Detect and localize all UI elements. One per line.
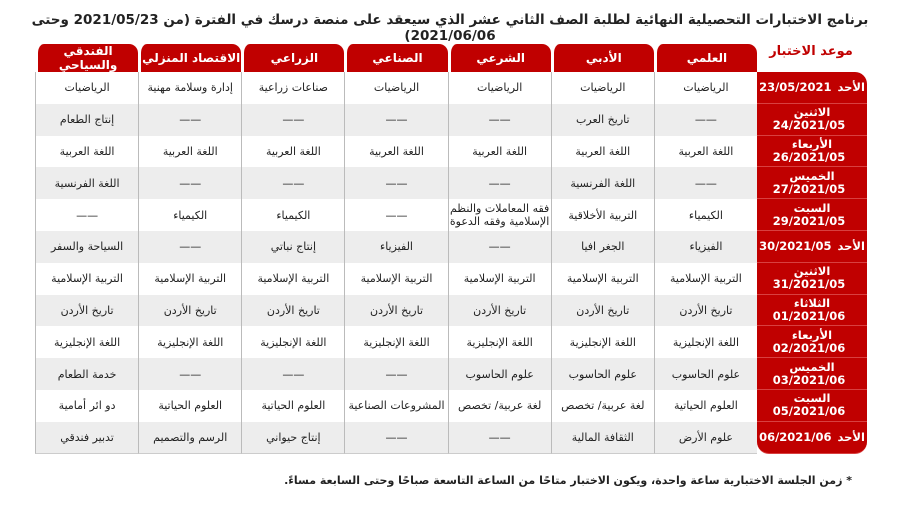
subject-cell: فقه المعاملات والنظم الإسلامية وفقه الدعوة (448, 199, 551, 231)
subject-cell: الرياضيات (344, 72, 447, 104)
subject-cell: —— (344, 104, 447, 136)
subject-cell: اللغة الإنجليزية (551, 326, 654, 358)
table-row (35, 295, 867, 327)
subject-cell: —— (448, 167, 551, 199)
subject-cell: علوم الأرض (654, 422, 757, 454)
subject-cell: علوم الحاسوب (654, 358, 757, 390)
exam-date: 30/2021/05 (759, 238, 832, 253)
subject-cell: —— (138, 104, 241, 136)
column-header: الاقتصاد المنزلي (138, 44, 241, 72)
exam-date-cell (757, 136, 867, 168)
subject-cell: تاريخ الأردن (35, 295, 138, 327)
exam-schedule-table (35, 44, 867, 454)
exam-date: 26/2021/05 (772, 149, 846, 164)
exam-date-cell (757, 167, 867, 199)
subject-cell: —— (241, 358, 344, 390)
subject-cell: اللغة الإنجليزية (138, 326, 241, 358)
subject-cell: تدبير فندقي (35, 422, 138, 454)
subject-cell: اللغة الإنجليزية (448, 326, 551, 358)
page-title: برنامج الاختبارات التحصيلية النهائية لطلبة الصف الثاني عشر الذي سيعقد على منصة درسك في الفترة (من 2021/05/23 وحتى 2021/06/06) (31, 12, 869, 44)
subject-cell: إنتاج حيواني (241, 422, 344, 454)
table-row (35, 104, 867, 136)
exam-day: الأحد (837, 429, 865, 444)
subject-cell: —— (241, 167, 344, 199)
exam-date: 02/2021/06 (772, 340, 846, 355)
subject-cell: اللغة العربية (241, 136, 344, 168)
subject-cell: —— (344, 167, 447, 199)
subject-cell: —— (138, 167, 241, 199)
subject-cell: تاريخ الأردن (448, 295, 551, 327)
exam-date: 01/2021/06 (772, 308, 846, 323)
subject-cell: اللغة العربية (654, 136, 757, 168)
subject-cell: اللغة العربية (551, 136, 654, 168)
column-header: الصناعي (344, 44, 447, 72)
exam-date: 05/2021/06 (772, 404, 846, 419)
subject-cell: العلوم الحياتية (138, 390, 241, 422)
subject-cell: اللغة الفرنسية (35, 167, 138, 199)
subject-cell: —— (241, 104, 344, 136)
subject-cell: اللغة العربية (138, 136, 241, 168)
subject-cell: السياحة والسفر (35, 231, 138, 263)
subject-cell: —— (654, 167, 757, 199)
subject-cell: لغة عربية/ تخصص (551, 390, 654, 422)
subject-cell: الرياضيات (35, 72, 138, 104)
column-header: الأدبي (551, 44, 654, 72)
exam-date-cell (757, 295, 867, 327)
subject-cell: الجغر افيا (551, 231, 654, 263)
subject-cell: —— (344, 358, 447, 390)
subject-cell: العلوم الحياتية (241, 390, 344, 422)
subject-cell: التربية الإسلامية (654, 263, 757, 295)
subject-cell: تاريخ الأردن (138, 295, 241, 327)
subject-cell: المشروعات الصناعية (344, 390, 447, 422)
subject-cell: —— (448, 231, 551, 263)
exam-day: الاثنين (793, 264, 831, 279)
table-row (35, 199, 867, 231)
subject-cell: الثقافة المالية (551, 422, 654, 454)
table-row (35, 167, 867, 199)
subject-cell: تاريخ العرب (551, 104, 654, 136)
subject-cell: التربية الإسلامية (551, 263, 654, 295)
table-row (35, 263, 867, 295)
subject-cell: —— (448, 422, 551, 454)
subject-cell: الكيمياء (241, 199, 344, 231)
subject-cell: اللغة الفرنسية (551, 167, 654, 199)
exam-date-cell (757, 358, 867, 390)
subject-cell: إدارة وسلامة مهنية (138, 72, 241, 104)
subject-cell: الكيمياء (654, 199, 757, 231)
exam-date: 03/2021/06 (772, 372, 846, 387)
subject-cell: علوم الحاسوب (551, 358, 654, 390)
exam-date-cell (757, 104, 867, 136)
column-header: الزراعي (241, 44, 344, 72)
subject-cell: التربية الإسلامية (138, 263, 241, 295)
subject-cell: الفيزياء (344, 231, 447, 263)
table-row (35, 326, 867, 358)
subject-cell: —— (138, 358, 241, 390)
exam-date: 31/2021/05 (772, 277, 846, 292)
footnote: * زمن الجلسة الاختبارية ساعة واحدة، ويكون الاختبار متاحًا من الساعة التاسعة صباحًا وحتى السابعة مساءً. (284, 474, 852, 487)
date-column-header: موعد الاختبار (769, 44, 853, 59)
date-header-spacer (757, 44, 867, 72)
column-header: الشرعي (448, 44, 551, 72)
subject-cell: خدمة الطعام (35, 358, 138, 390)
subject-cell: تاريخ الأردن (241, 295, 344, 327)
subject-cell: الكيمياء (138, 199, 241, 231)
exam-date: 29/2021/05 (772, 213, 846, 228)
subject-cell: العلوم الحياتية (654, 390, 757, 422)
subject-cell: التربية الأخلاقية (551, 199, 654, 231)
subject-cell: إنتاج الطعام (35, 104, 138, 136)
column-header: الفندقي والسياحي (35, 44, 138, 72)
subject-cell: اللغة العربية (344, 136, 447, 168)
exam-date-cell (757, 231, 867, 263)
table-row (35, 231, 867, 263)
exam-day: السبت (793, 200, 831, 215)
table-row (35, 358, 867, 390)
subject-cell: —— (344, 199, 447, 231)
exam-day: الخميس (789, 359, 835, 374)
table-row (35, 136, 867, 168)
exam-day: الأربعاء (791, 136, 833, 151)
subject-cell: الرسم والتصميم (138, 422, 241, 454)
subject-cell: دو ائر أمامية (35, 390, 138, 422)
subject-cell: —— (448, 104, 551, 136)
subject-cell: الفيزياء (654, 231, 757, 263)
exam-date: 24/2021/05 (772, 118, 846, 133)
subject-cell: التربية الإسلامية (241, 263, 344, 295)
subject-cell: —— (344, 422, 447, 454)
exam-day: الثلاثاء (793, 295, 831, 310)
exam-date-cell (757, 72, 867, 104)
subject-cell: تاريخ الأردن (551, 295, 654, 327)
exam-day: السبت (793, 391, 831, 406)
subject-cell: الرياضيات (448, 72, 551, 104)
subject-cell: —— (654, 104, 757, 136)
table-row (35, 422, 867, 454)
subject-cell: اللغة العربية (448, 136, 551, 168)
subject-cell: —— (138, 231, 241, 263)
header-row (35, 44, 867, 72)
subject-cell: التربية الإسلامية (344, 263, 447, 295)
exam-date: 23/05/2021 (759, 79, 832, 94)
subject-cell: تاريخ الأردن (654, 295, 757, 327)
exam-date-cell (757, 390, 867, 422)
exam-day: الاثنين (793, 105, 831, 120)
subject-cell: علوم الحاسوب (448, 358, 551, 390)
subject-cell: اللغة الإنجليزية (344, 326, 447, 358)
exam-day: الخميس (789, 168, 835, 183)
column-header: العلمي (654, 44, 757, 72)
table-row (35, 72, 867, 104)
exam-date: 27/2021/05 (772, 181, 846, 196)
table-row (35, 390, 867, 422)
subject-cell: تاريخ الأردن (344, 295, 447, 327)
exam-date-cell (757, 326, 867, 358)
exam-date-cell (757, 263, 867, 295)
exam-date-cell (757, 422, 867, 454)
exam-day: الأحد (837, 238, 865, 253)
exam-day: الأربعاء (791, 327, 833, 342)
subject-cell: اللغة العربية (35, 136, 138, 168)
subject-cell: —— (35, 199, 138, 231)
subject-cell: التربية الإسلامية (448, 263, 551, 295)
subject-cell: لغة عربية/ تخصص (448, 390, 551, 422)
subject-cell: اللغة الإنجليزية (654, 326, 757, 358)
subject-cell: إنتاج نباتي (241, 231, 344, 263)
exam-date: 06/2021/06 (759, 429, 832, 444)
subject-cell: اللغة الإنجليزية (241, 326, 344, 358)
exam-date-cell (757, 199, 867, 231)
subject-cell: صناعات زراعية (241, 72, 344, 104)
subject-cell: الرياضيات (551, 72, 654, 104)
subject-cell: التربية الإسلامية (35, 263, 138, 295)
exam-day: الأحد (837, 79, 865, 94)
subject-cell: اللغة الإنجليزية (35, 326, 138, 358)
subject-cell: الرياضيات (654, 72, 757, 104)
